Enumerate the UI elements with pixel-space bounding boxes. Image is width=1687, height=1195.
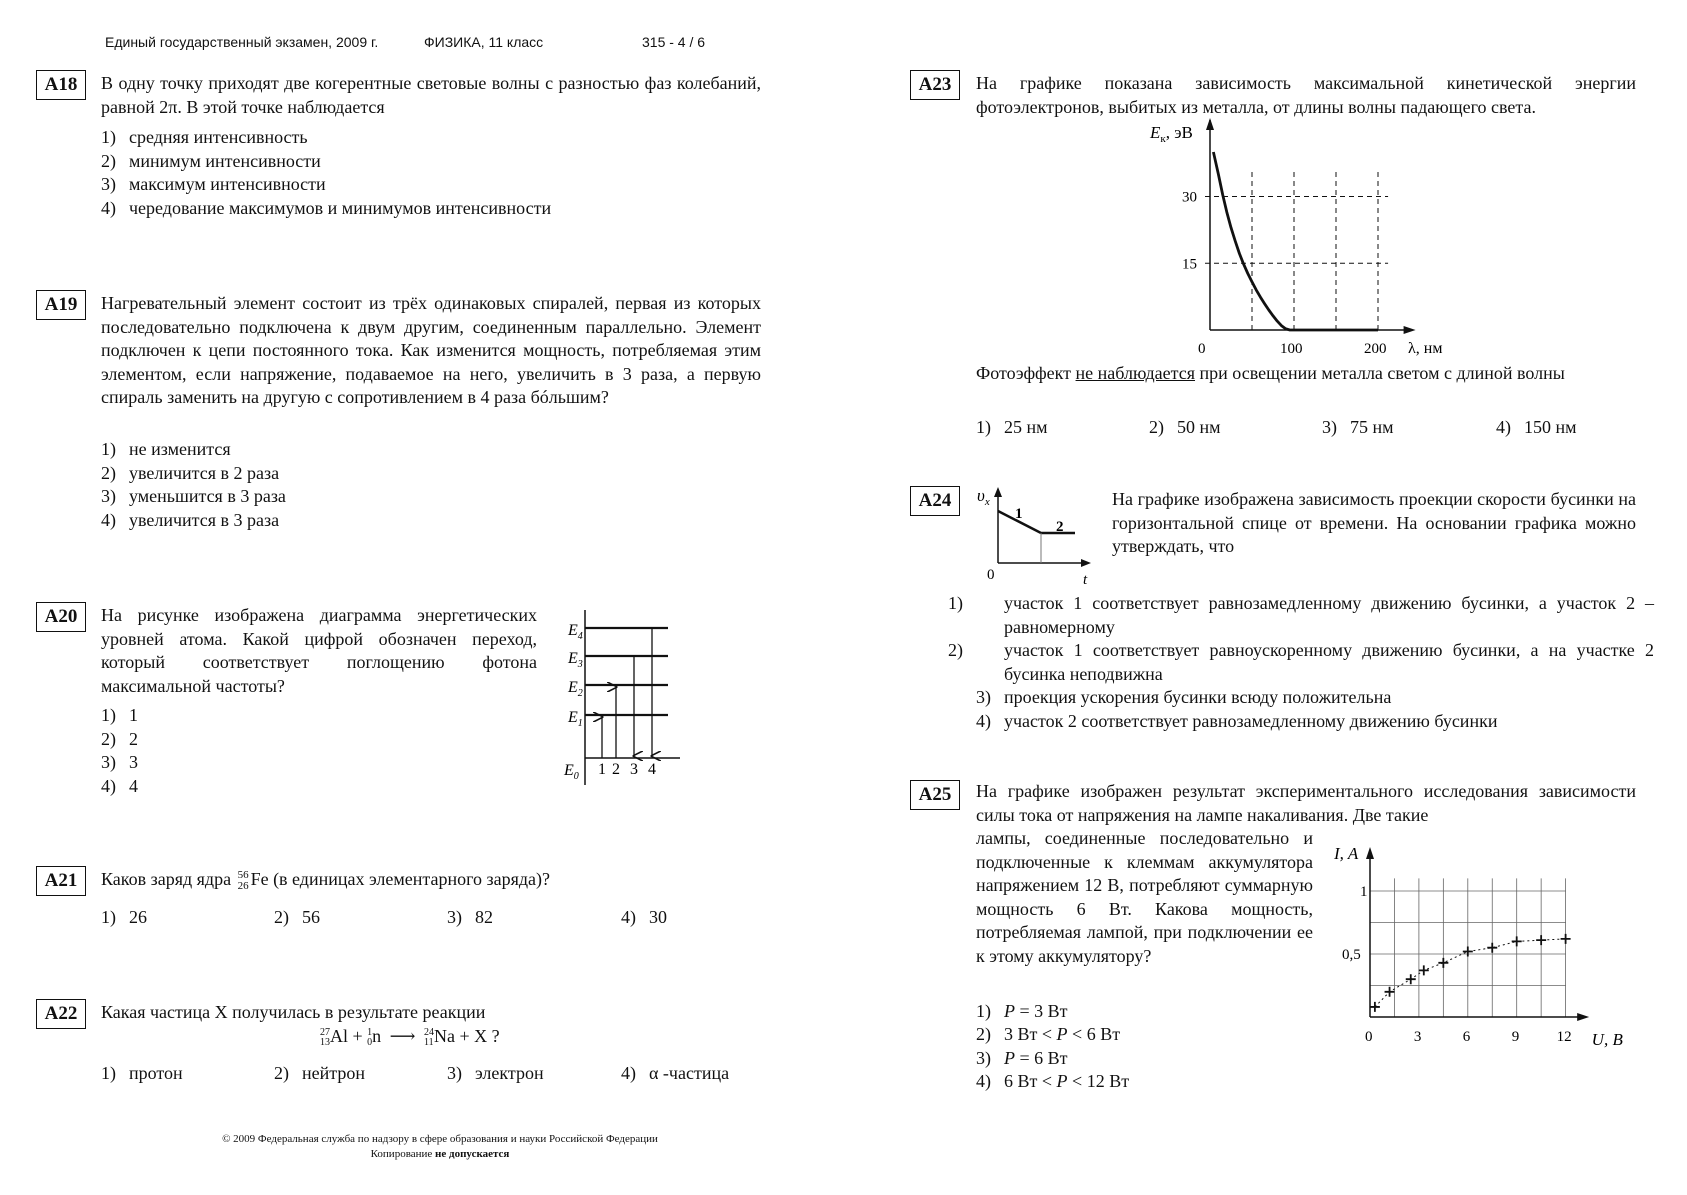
option-text: 50 нм	[1177, 417, 1221, 437]
a18-option[interactable]	[101, 126, 308, 150]
a18-label: A18	[36, 70, 86, 100]
reaction-question-mark: ?	[491, 1026, 500, 1046]
option-text: 82	[475, 907, 493, 927]
option-text: средняя интенсивность	[129, 127, 308, 147]
n-mass: 1	[367, 1026, 373, 1038]
a18-option[interactable]	[101, 197, 551, 221]
option-value: 6 Вт	[1086, 1024, 1121, 1044]
a25-data-point	[1487, 943, 1497, 953]
a21-isotope	[238, 870, 249, 892]
option-number: 3)	[101, 752, 116, 772]
option-number: 2)	[1149, 417, 1164, 437]
header-subject: ФИЗИКА, 11 класс	[424, 34, 544, 50]
reaction-arrow: ⟶	[389, 1026, 416, 1046]
option-var: P	[1004, 1048, 1015, 1068]
option-number: 3)	[976, 1048, 991, 1068]
a19-option[interactable]	[101, 462, 279, 486]
a21-isotope-symbol: Fe	[250, 869, 269, 889]
option-number: 4)	[101, 198, 116, 218]
option-value: 3 Вт	[1034, 1001, 1068, 1021]
a25-xtick-label: 12	[1556, 1029, 1572, 1045]
option-text: минимум интенсивности	[129, 151, 321, 171]
a23-y-arrow-icon	[1206, 118, 1214, 130]
a20-option[interactable]	[101, 751, 138, 775]
a20-option[interactable]	[101, 704, 138, 728]
option-text: увеличится в 2 раза	[129, 463, 280, 483]
option-op-low: <	[1041, 1024, 1053, 1044]
reaction-n	[367, 1026, 381, 1046]
n-charge: 0	[367, 1036, 373, 1048]
option-text: 4	[129, 776, 138, 796]
option-text: 2	[129, 729, 138, 749]
a22-reaction	[320, 1025, 500, 1049]
a24-option[interactable]	[976, 710, 1497, 734]
na-charge: 11	[423, 1036, 434, 1048]
a22-option[interactable]	[274, 1062, 365, 1086]
a23-energy-curve	[1213, 152, 1378, 330]
al-symbol: Al	[330, 1026, 348, 1046]
a23-energy-chart	[1140, 120, 1460, 360]
a21-option[interactable]	[621, 906, 667, 930]
a23-xtick-label: 200	[1364, 341, 1387, 357]
na-symbol: Na	[433, 1026, 455, 1046]
option-number: 2)	[976, 1024, 991, 1044]
a19-question: Нагревательный элемент состоит из трёх одинаковых спиралей, первая из которых последовательно подключена к двум другим, соединенным параллельно. Элемент подключен к цепи постоянного тока. Как изменится мощность, потребляемая этим элементом, если напряжение, подаваемое на него, увеличить в 3 раза, а первую спираль заменить на другую с сопротивлением в 4 раза бóльшим?	[101, 293, 761, 407]
a23-xtick-label: 100	[1280, 341, 1303, 357]
option-number: 1)	[948, 593, 963, 613]
option-text: максимум интенсивности	[129, 174, 326, 194]
option-text: 75 нм	[1350, 417, 1394, 437]
a21-question-pre: Каков заряд ядра	[101, 869, 232, 889]
a22-question: Какая частица X получилась в результате реакции	[101, 1002, 486, 1022]
a19-option[interactable]	[101, 509, 279, 533]
option-text: проекция ускорения бусинки всюду положительна	[1004, 687, 1392, 707]
a25-y-axis-label: I, A	[1334, 844, 1359, 863]
a25-ytick-label: 0,5	[1342, 947, 1361, 963]
reaction-na	[424, 1026, 455, 1046]
a24-x-label: t	[1083, 572, 1088, 588]
a24-option[interactable]	[948, 592, 1654, 639]
a23-ytick-label: 15	[1182, 256, 1197, 273]
level-e0-label: $E_0$	[564, 762, 579, 782]
option-number: 4)	[101, 776, 116, 796]
option-number: 4)	[101, 510, 116, 530]
a23-option[interactable]	[1149, 416, 1221, 440]
energy-level-diagram	[560, 610, 690, 790]
a24-y-arrow-icon	[994, 487, 1002, 497]
option-text: не изменится	[129, 439, 231, 459]
a19-option[interactable]	[101, 485, 286, 509]
option-number: 2)	[101, 463, 116, 483]
a21-option[interactable]	[274, 906, 320, 930]
a25-data-point	[1419, 965, 1429, 975]
a20-option[interactable]	[101, 728, 138, 752]
a25-data-point	[1536, 935, 1546, 945]
option-number: 1)	[976, 1001, 991, 1021]
option-value: 12 Вт	[1086, 1071, 1130, 1091]
option-value: 6 Вт	[1034, 1048, 1068, 1068]
option-number: 1)	[101, 1063, 116, 1083]
reaction-al	[320, 1026, 348, 1046]
option-number: 4)	[976, 711, 991, 731]
header-exam: Единый государственный экзамен, 2009 г.	[105, 34, 379, 50]
a18-option[interactable]	[101, 173, 326, 197]
a24-question: На графике изображена зависимость проекции скорости бусинки на горизонтальной спице от времени. На основании графика можно утверждать, что	[1112, 489, 1636, 556]
level-e3-label: $E_3$	[568, 650, 583, 670]
option-text: 30	[649, 907, 667, 927]
a25-data-point	[1561, 934, 1571, 944]
level-e1-label: $E_1$	[568, 709, 583, 729]
option-number: 4)	[621, 907, 636, 927]
option-text: участок 1 соответствует равноускоренному движению бусинки, а на участке 2 бусинка неподвижна	[1004, 640, 1654, 684]
a20-question: На рисунке изображена диаграмма энергетических уровней атома. Какой цифрой обозначен переход, который соответствует поглощению фотона максимальной частоты?	[101, 605, 537, 696]
level-e2-label: $E_2$	[568, 679, 583, 699]
option-number: 3)	[101, 174, 116, 194]
a25-xtick-label: 3	[1413, 1029, 1422, 1045]
option-number: 1)	[101, 439, 116, 459]
a22-option[interactable]	[621, 1062, 729, 1086]
na-mass: 24	[423, 1026, 434, 1038]
a24-option[interactable]	[976, 686, 1391, 710]
a23-x-axis-label: λ, нм	[1408, 340, 1443, 357]
a25-option[interactable]	[976, 1000, 1068, 1024]
a23-xtick-label: 0	[1198, 341, 1206, 357]
a25-question-rest: лампы, соединенные последовательно и подключенные к клеммам аккумулятора напряжением 12 В, потребляют суммарную мощность 6 Вт. Какова мощность, потребляемая лампой, при подключении ее к этому аккумулятору?	[976, 828, 1313, 966]
a21-option[interactable]	[101, 906, 147, 930]
a24-option[interactable]	[948, 639, 1654, 686]
reaction-plus-2: +	[459, 1026, 470, 1046]
option-text: 56	[302, 907, 320, 927]
footer-copying-pre: Копирование	[370, 1148, 433, 1160]
option-text: увеличится в 3 раза	[129, 510, 280, 530]
a22-option[interactable]	[447, 1062, 544, 1086]
option-var: P	[1056, 1024, 1068, 1044]
a23-statement-underlined: не наблюдается	[1075, 363, 1196, 383]
a23-statement-pre: Фотоэффект	[976, 363, 1072, 383]
a21-question-post: (в единицах элементарного заряда)?	[273, 869, 551, 889]
footer-copying-bold: не допускается	[435, 1148, 510, 1160]
a25-x-axis-label: U, В	[1591, 1030, 1623, 1049]
option-number: 2)	[274, 1063, 289, 1083]
option-number: 3)	[101, 486, 116, 506]
option-number: 3)	[976, 687, 991, 707]
option-text: 25 нм	[1004, 417, 1048, 437]
option-number: 4)	[1496, 417, 1511, 437]
a19-option[interactable]	[101, 438, 231, 462]
option-text: 3	[129, 752, 138, 772]
a24-x-arrow-icon	[1081, 559, 1091, 567]
a23-statement-post: при освещении металла светом с длиной волны	[1199, 363, 1565, 383]
a25-data-point	[1406, 974, 1416, 984]
a25-option[interactable]	[976, 1023, 1120, 1047]
option-op: <	[1072, 1024, 1083, 1044]
option-text: протон	[129, 1063, 183, 1083]
option-number: 4)	[621, 1063, 636, 1083]
a22-option[interactable]	[101, 1062, 183, 1086]
a23-ytick-label: 30	[1182, 189, 1197, 206]
option-number: 1)	[101, 907, 116, 927]
al-charge: 13	[320, 1036, 330, 1048]
option-var: P	[1056, 1071, 1068, 1091]
option-text: 1	[129, 705, 138, 725]
a18-option[interactable]	[101, 150, 321, 174]
reaction-plus-1: +	[352, 1026, 363, 1046]
a25-xtick-label: 9	[1511, 1029, 1520, 1045]
a25-xtick-label: 0	[1365, 1029, 1373, 1045]
footer-copying	[140, 1148, 740, 1160]
a19-label: A19	[36, 290, 86, 320]
a23-option[interactable]	[1496, 416, 1577, 440]
option-number: 2)	[101, 729, 116, 749]
option-number: 3)	[1322, 417, 1337, 437]
al-mass: 27	[320, 1026, 330, 1038]
a21-label: A21	[36, 866, 86, 896]
a23-option[interactable]	[976, 416, 1048, 440]
a20-option[interactable]	[101, 775, 138, 799]
a25-question-full: На графике изображен результат экспериментального исследования зависимости силы тока от напряжения на лампе накаливания. Две такие	[976, 781, 1636, 825]
a25-y-arrow-icon	[1366, 847, 1374, 859]
option-op: =	[1019, 1001, 1030, 1021]
a25-option[interactable]	[976, 1070, 1129, 1094]
option-number: 1)	[101, 127, 116, 147]
a25-current-voltage-chart	[1330, 844, 1650, 1049]
n-symbol: n	[372, 1026, 382, 1046]
reaction-x: X	[474, 1026, 488, 1046]
a23-x-arrow-icon	[1404, 326, 1416, 334]
option-number: 2)	[948, 640, 963, 660]
a25-xtick-label: 6	[1462, 1029, 1471, 1045]
a22-label: A22	[36, 999, 86, 1029]
a23-statement	[976, 362, 1636, 386]
a25-ytick-label: 1	[1360, 884, 1368, 900]
a25-data-point	[1512, 936, 1522, 946]
option-number: 2)	[274, 907, 289, 927]
option-op-low: <	[1041, 1071, 1053, 1091]
transition-4-label: 4	[648, 761, 656, 778]
a25-x-arrow-icon	[1577, 1013, 1589, 1021]
option-number: 1)	[976, 417, 991, 437]
level-e4-label: $E_4$	[568, 622, 583, 642]
option-low: 3 Вт	[1004, 1024, 1038, 1044]
a23-label: A23	[910, 70, 960, 100]
a24-y-label: $\upsilon_x$	[977, 486, 990, 508]
option-text: участок 2 соответствует равнозамедленному движению бусинки	[1004, 711, 1498, 731]
a21-question	[101, 868, 741, 892]
transition-1-label: 1	[598, 761, 606, 778]
transition-2-label: 2	[612, 761, 620, 778]
option-op: =	[1019, 1048, 1030, 1068]
option-text: участок 1 соответствует равнозамедленному движению бусинки, а участок 2 – равномерному	[1004, 593, 1654, 637]
a24-label: A24	[910, 486, 960, 516]
option-text: нейтрон	[302, 1063, 365, 1083]
option-number: 3)	[447, 907, 462, 927]
a21-isotope-charge: 26	[237, 879, 249, 892]
a21-isotope-mass: 56	[237, 868, 249, 881]
option-var: P	[1004, 1001, 1015, 1021]
a25-data-point	[1438, 958, 1448, 968]
option-number: 1)	[101, 705, 116, 725]
a23-question: На графике показана зависимость максимальной кинетической энергии фотоэлектронов, выбитых из металла, от длины волны падающего света.	[976, 73, 1636, 117]
a24-segment-1-label: 1	[1015, 506, 1023, 522]
a20-label: A20	[36, 602, 86, 632]
a25-option[interactable]	[976, 1047, 1068, 1071]
option-number: 2)	[101, 151, 116, 171]
header-page: 315 - 4 / 6	[642, 34, 706, 50]
footer-copyright: © 2009 Федеральная служба по надзору в сфере образования и науки Российской Федерации	[222, 1133, 658, 1145]
a24-segment-2-label: 2	[1056, 519, 1064, 535]
option-number: 3)	[447, 1063, 462, 1083]
option-text: уменьшится в 3 раза	[129, 486, 286, 506]
a25-data-point	[1370, 1002, 1380, 1012]
option-text: α -частица	[649, 1063, 730, 1083]
a25-trend-line	[1375, 939, 1566, 1007]
a24-velocity-graph	[975, 485, 1095, 588]
option-text: электрон	[475, 1063, 544, 1083]
a25-data-point	[1463, 946, 1473, 956]
option-text: чередование максимумов и минимумов интенсивности	[129, 198, 552, 218]
a18-question: В одну точку приходят две когерентные световые волны с разностью фаз колебаний, равной 2π. В этой точке наблюдается	[101, 73, 761, 117]
a23-option[interactable]	[1322, 416, 1394, 440]
option-text: 26	[129, 907, 147, 927]
option-op: <	[1072, 1071, 1083, 1091]
a24-origin-label: 0	[987, 567, 995, 583]
a21-option[interactable]	[447, 906, 493, 930]
transition-3-label: 3	[630, 761, 638, 778]
option-text: 150 нм	[1524, 417, 1577, 437]
a23-y-axis-label: $E_к$, эВ	[1150, 123, 1193, 145]
option-low: 6 Вт	[1004, 1071, 1038, 1091]
a25-label: A25	[910, 780, 960, 810]
option-number: 4)	[976, 1071, 991, 1091]
